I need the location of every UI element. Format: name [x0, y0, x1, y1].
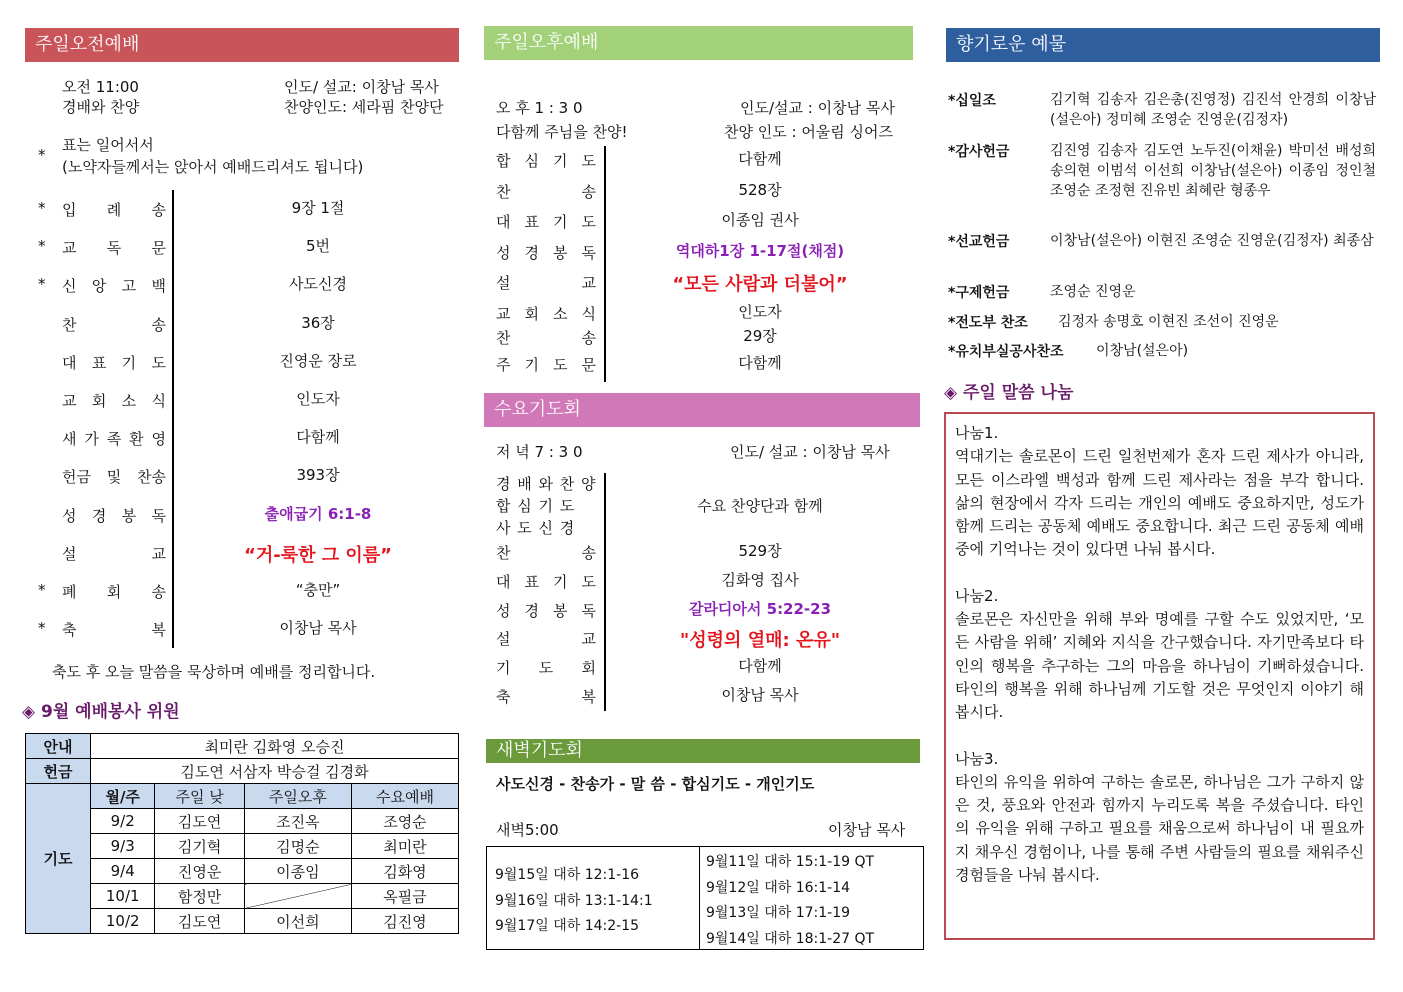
order-label: 입 례 송 [62, 201, 166, 219]
order-label: 축 복 [62, 621, 166, 640]
header-sunday-morning: 주일오전예배 [25, 28, 459, 62]
dawn-left-item: 9월16일 대하 13:1-14:1 [495, 893, 653, 909]
order-value: “거-룩한 그 이름” [244, 544, 392, 566]
dawn-left-item: 9월15일 대하 12:1-16 [495, 867, 640, 883]
header-wednesday: 수요기도회 [484, 393, 920, 427]
offering-names: 김도연 서삼자 박승걸 김경화 [91, 759, 459, 784]
prayer-cell: 옥필금 [351, 884, 458, 909]
share-title-1: 나눔1. [955, 424, 999, 442]
order-label: 주 기 도 문 [496, 355, 596, 374]
wed-order-divider [604, 473, 606, 711]
gift-label: *감사헌금 [948, 144, 1010, 160]
prayer-cell-empty [244, 884, 351, 909]
order-value: 갈라디아서 5:22-23 [688, 599, 832, 618]
prayer-cell: 9/4 [91, 859, 155, 884]
order-value: 이창남 목사 [279, 619, 357, 638]
prayer-cell: 김도연 [155, 809, 244, 834]
order-value: 다함께 [738, 150, 782, 168]
dawn-leader: 이창남 목사 [828, 821, 906, 839]
order-value: 5번 [305, 237, 331, 256]
dawn-left-item: 9월17일 대하 14:2-15 [495, 918, 640, 934]
prayer-row [26, 834, 459, 859]
afternoon-praise: 다함께 주님을 찬양! [496, 123, 628, 141]
order-value: 사도신경 [289, 275, 347, 294]
order-value: 진영운 장로 [279, 351, 357, 370]
order-label: 설 교 [496, 630, 596, 649]
order-label: 헌금 및 찬송 [62, 468, 166, 487]
prayer-cell: 9/3 [91, 834, 155, 859]
gift-label: *구제헌금 [948, 285, 1010, 301]
order-label: 찬 송 [62, 315, 166, 334]
prayer-cell: 진영운 [155, 859, 244, 884]
dawn-time: 새벽5:00 [496, 821, 559, 839]
offerings-list [948, 90, 1378, 370]
wed-group-label: 합 심 기 도 [496, 497, 576, 515]
note-line2: (노약자들께서는 앉아서 예배드리셔도 됩니다) [62, 158, 364, 176]
order-value: "성령의 열매: 온유" [679, 630, 841, 652]
order-label: 합 심 기 도 [496, 152, 596, 170]
dawn-table-divider [699, 847, 700, 949]
gift-names: 이창남(설은아) 이현진 조영순 진영운(김정자) 최종삼 [1050, 233, 1374, 249]
prayer-row [26, 909, 459, 934]
share-body-3: 타인의 유익을 위하여 구하는 솔로몬, 하나님은 그가 구하지 않은 것, 풍요와 안전과 힘까지 누리도록 복을 주셨습니다. 타인의 유익을 위해 구하고 필요를 채움으로써 하나님이 내 필요까지 채우신 경험이나, 나를 통해 주변 사람들의 필요를 채워주신 경험들을 나눠 봅시다. [955, 772, 1364, 885]
prayer-header: 주일오후 [244, 784, 351, 809]
order-value: 529장 [738, 542, 782, 560]
dawn-right-item: 9월14일 대하 18:1-27 QT [706, 931, 875, 947]
prayer-cell: 김명순 [244, 834, 351, 859]
prayer-cell: 이선희 [244, 909, 351, 934]
share-title-3: 나눔3. [955, 749, 999, 768]
note-line1: 표는 일어서서 [62, 136, 154, 154]
prayer-cell: 김화영 [351, 859, 458, 884]
order-label: 대 표 기 도 [62, 353, 166, 372]
order-value: “충만” [295, 581, 341, 599]
order-label: 찬 송 [496, 182, 596, 201]
prayer-cell: 함정만 [155, 884, 244, 909]
order-label: 성 경 봉 독 [496, 601, 596, 620]
dawn-right-item: 9월11일 대하 15:1-19 QT [706, 854, 875, 870]
prayer-cell: 이종임 [244, 859, 351, 884]
wed-group-value: 수요 찬양단과 함께 [697, 497, 823, 515]
order-label: 대 표 기 도 [496, 572, 596, 591]
order-label: 설 교 [62, 544, 166, 563]
wed-leader: 인도/ 설교 : 이창남 목사 [730, 443, 890, 461]
order-label: 기 도 회 [496, 659, 596, 678]
header-offerings: 향기로운 예물 [946, 28, 1380, 62]
order-label: 축 복 [496, 688, 596, 706]
committee-title: ◈ 9월 예배봉사 위원 [22, 702, 180, 722]
wed-time: 저 녁 7 : 3 0 [496, 443, 583, 461]
afternoon-order-divider [604, 146, 606, 382]
gift-label: *유치부실공사찬조 [948, 344, 1064, 360]
gift-names: 이창남(설은아) [1096, 343, 1189, 359]
prayer-cell: 조진옥 [244, 809, 351, 834]
order-label: 성 경 봉 독 [62, 506, 166, 525]
prayer-cell: 10/1 [91, 884, 155, 909]
order-value: 이종임 권사 [721, 211, 799, 229]
order-label: 교 독 문 [62, 239, 166, 258]
gift-names: 김정자 송명호 이현진 조선이 진영운 [1058, 314, 1279, 330]
morning-leader: 인도/ 설교: 이창남 목사 [284, 78, 439, 96]
prayer-header: 주일 낮 [155, 784, 244, 809]
guide-names: 최미란 김화영 오승진 [91, 734, 459, 759]
guide-label: 안내 [26, 734, 91, 759]
gift-label: *십일조 [948, 93, 996, 109]
dawn-right-item: 9월13일 대하 17:1-19 [706, 905, 851, 921]
share-box [944, 412, 1375, 940]
order-label: 찬 송 [496, 544, 596, 562]
order-value: 29장 [743, 327, 777, 345]
order-label: 교 회 소 식 [62, 392, 166, 410]
wed-group-label: 사 도 신 경 [496, 519, 576, 537]
order-label: 찬 송 [496, 329, 596, 347]
header-sunday-afternoon: 주일오후예배 [484, 26, 913, 60]
order-value: 인도자 [738, 302, 782, 321]
dawn-order: 사도신경 - 찬송가 - 말 씀 - 합심기도 - 개인기도 [496, 775, 815, 793]
share-title: ◈ 주일 말씀 나눔 [944, 383, 1074, 403]
gift-names: 김기혁 김송자 김은총(진영정) 김진석 안경희 이창남(설은아) 정미혜 조영순 진영운(김정자) [1050, 92, 1376, 128]
prayer-cell: 김진영 [351, 909, 458, 934]
prayer-row [26, 809, 459, 834]
share-title-2: 나눔2. [955, 586, 999, 605]
order-label: 새 가 족 환 영 [62, 430, 166, 449]
order-value: 출애굽기 6:1-8 [264, 504, 372, 523]
order-value: 393장 [296, 466, 340, 485]
prayer-header: 수요예배 [351, 784, 458, 809]
order-label: 설 교 [496, 274, 596, 292]
order-value: 역대하1장 1-17절(채점) [675, 241, 845, 260]
order-value: 528장 [738, 180, 782, 199]
afternoon-praise-leader: 찬양 인도 : 어울림 싱어즈 [724, 123, 894, 141]
wed-group-label: 경 배 와 찬 양 [496, 475, 597, 493]
order-label: 폐 회 송 [62, 583, 166, 601]
order-value: 인도자 [296, 390, 340, 408]
committee-table [25, 733, 459, 934]
afternoon-time: 오 후 1 : 3 0 [496, 99, 583, 117]
prayer-cell: 10/2 [91, 909, 155, 934]
gift-label: *선교헌금 [948, 234, 1010, 250]
prayer-cell: 조영순 [351, 809, 458, 834]
order-value: 36장 [301, 313, 335, 332]
prayer-header: 월/주 [91, 784, 155, 809]
order-value: 다함께 [738, 657, 782, 676]
order-value: 이창남 목사 [721, 686, 799, 704]
order-star: * [38, 275, 46, 294]
offering-label: 헌금 [26, 759, 91, 784]
dawn-reading-table [486, 846, 924, 950]
morning-praise-leader: 찬양인도: 세라핌 찬양단 [284, 98, 444, 116]
order-value: 9장 1절 [291, 199, 345, 217]
morning-time: 오전 11:00 [62, 78, 139, 96]
prayer-label: 기도 [26, 784, 91, 934]
header-dawn: 새벽기도회 [486, 739, 920, 763]
order-star: * [38, 619, 46, 638]
order-label: 성 경 봉 독 [496, 243, 596, 262]
order-star: * [38, 199, 46, 217]
order-label: 신 앙 고 백 [62, 277, 166, 296]
morning-praise: 경배와 찬양 [62, 98, 140, 116]
gift-names: 김진영 김송자 김도연 노두진(이채윤) 박미선 배성희 송의현 이범석 이선희 이창남(설은아) 이종임 정인철 조영순 조정현 진유빈 최혜란 형종우 [1050, 143, 1376, 199]
prayer-row [26, 884, 459, 909]
order-star: * [38, 581, 46, 599]
order-value: “모든 사람과 더불어” [672, 274, 848, 295]
dawn-right-item: 9월12일 대하 16:1-14 [706, 880, 851, 896]
prayer-cell: 김기혁 [155, 834, 244, 859]
order-value: 다함께 [738, 353, 782, 372]
order-value: 다함께 [296, 428, 340, 447]
prayer-cell: 김도연 [155, 909, 244, 934]
morning-closing: 축도 후 오늘 말씀을 묵상하며 예배를 정리합니다. [52, 663, 376, 681]
order-star: * [38, 237, 46, 256]
share-body-2: 솔로몬은 자신만을 위해 부와 명예를 구할 수도 있었지만, ‘모든 사람을 위해’ 지혜와 지식을 간구했습니다. 자기만족보다 타인의 행복을 추구하는 그의 마음을 하나님이 기뻐하셨습니다. 타인의 행복을 위해 하나님께 기도할 것은 무엇인지 이야기 해 봅시다. [955, 610, 1364, 722]
note-star: * [38, 146, 46, 164]
order-label: 대 표 기 도 [496, 213, 596, 231]
gift-label: *전도부 찬조 [948, 315, 1028, 331]
order-label: 교 회 소 식 [496, 304, 596, 323]
prayer-cell: 9/2 [91, 809, 155, 834]
prayer-cell: 최미란 [351, 834, 458, 859]
gift-names: 조영순 진영운 [1050, 284, 1136, 300]
prayer-row [26, 859, 459, 884]
order-value: 김화영 집사 [721, 570, 799, 589]
share-body-1: 역대기는 솔로몬이 드린 일천번제가 혼자 드린 제사가 아니라, 모든 이스라엘 백성과 함께 드린 제사라는 점을 부각 합니다. 삶의 현장에서 각자 드리는 개인의 예배도 중요하지만, 성도가 함께 드리는 공동체 예배도 중요합니다. 최근 드린 공동체 예배 중에 기억나는 것이 있다면 나눠 봅시다. [955, 447, 1364, 559]
afternoon-leader: 인도/설교 : 이창남 목사 [740, 99, 895, 117]
